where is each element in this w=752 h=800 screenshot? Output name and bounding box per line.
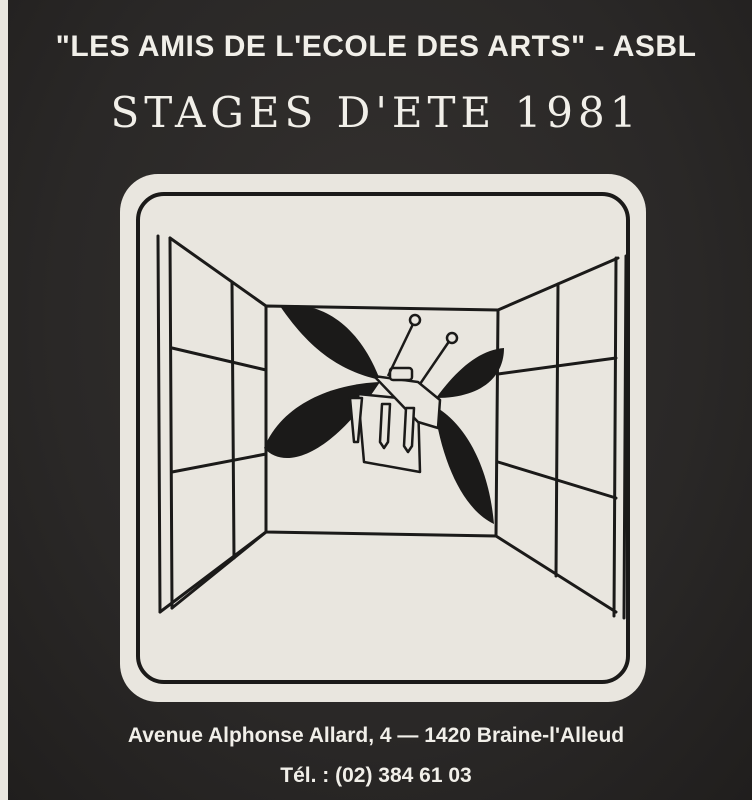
phone-number: Tél. : (02) 384 61 03: [280, 764, 472, 787]
address: Avenue Alphonse Allard, 4 — 1420 Braine-l'Alleud: [127, 724, 625, 747]
page-title: STAGES D'ETE 1981: [110, 88, 642, 137]
room-perspective-illustration: [118, 172, 648, 704]
organization-name: "LES AMIS DE L'ECOLE DES ARTS" - ASBL: [55, 30, 697, 63]
